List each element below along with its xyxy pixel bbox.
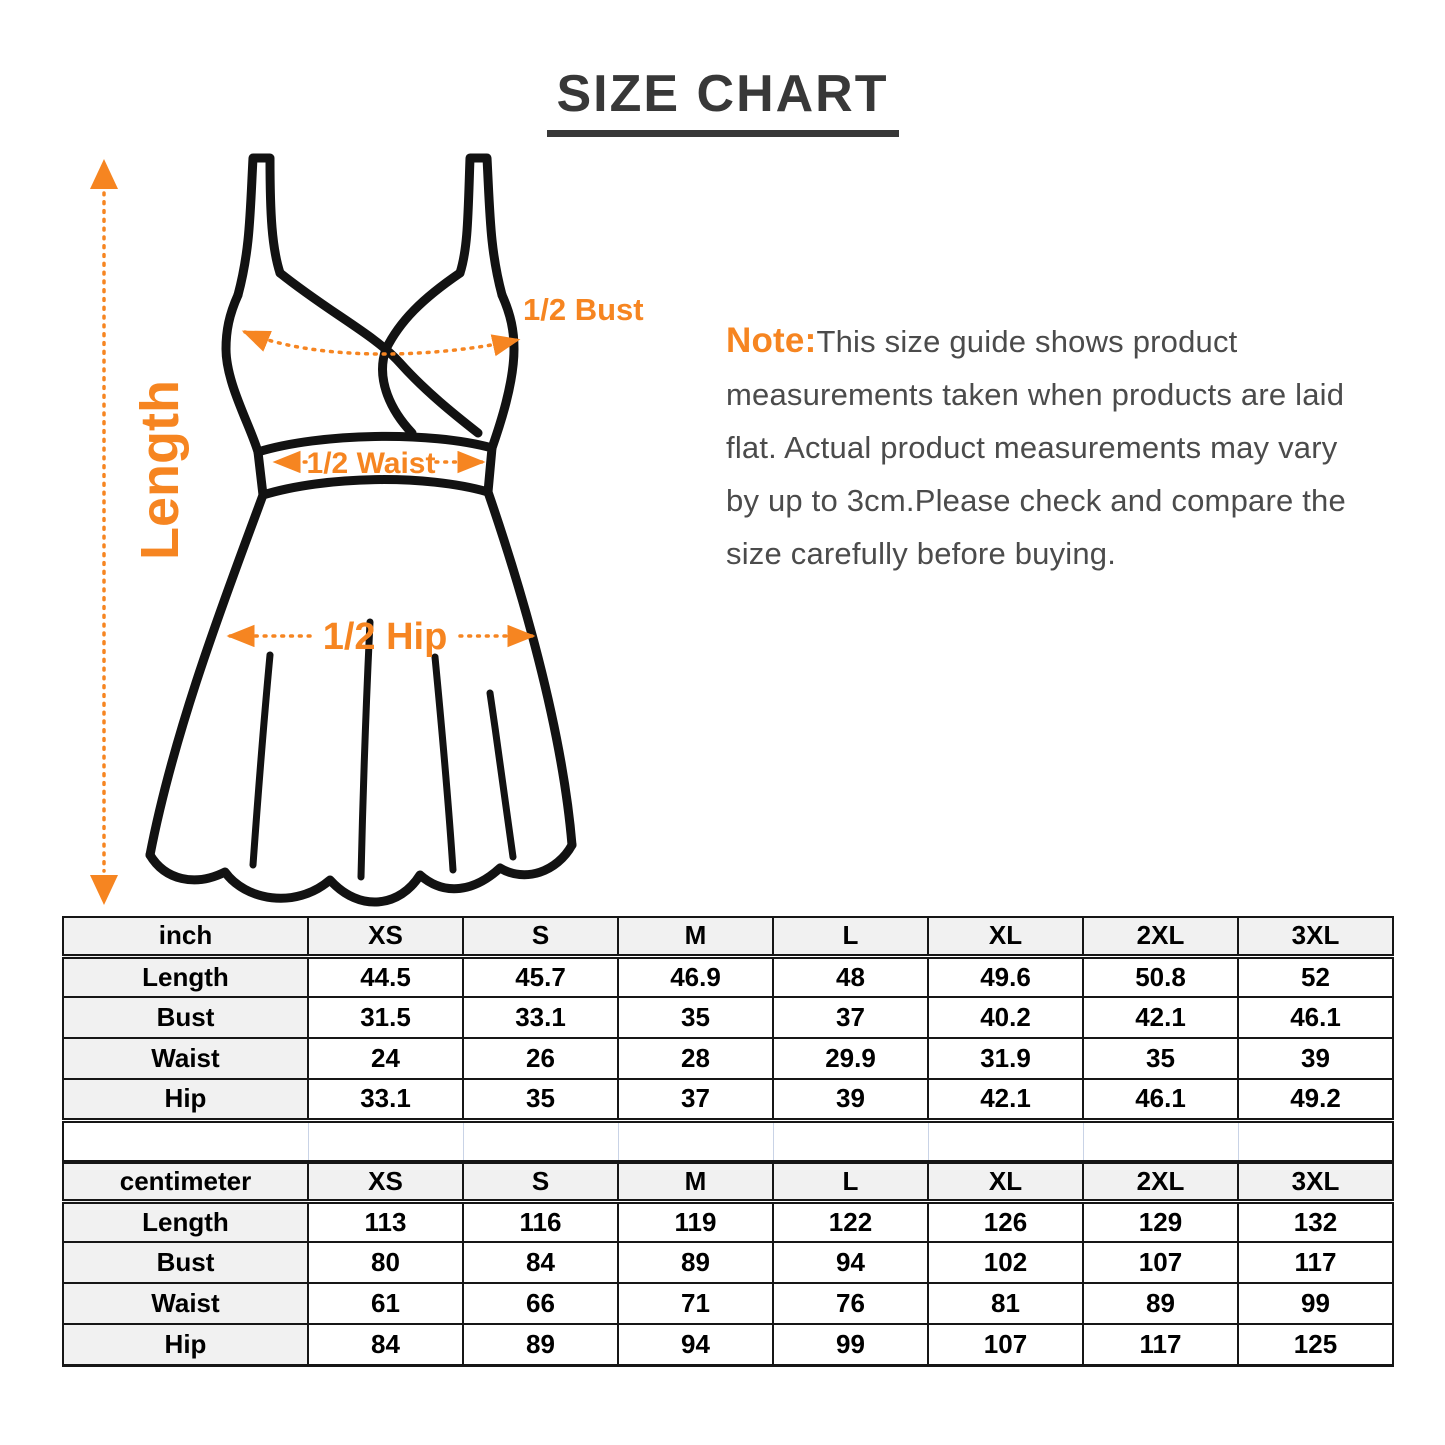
waist-arrow <box>276 447 482 480</box>
size-table <box>62 916 1394 1367</box>
value-cell: 125 <box>1238 1324 1393 1365</box>
table-row <box>63 997 1393 1038</box>
value-cell: 89 <box>463 1324 618 1365</box>
value-cell: 52 <box>1238 956 1393 997</box>
value-cell: 31.9 <box>928 1038 1083 1079</box>
value-cell: 117 <box>1238 1242 1393 1283</box>
value-cell: 89 <box>618 1242 773 1283</box>
table-row <box>63 1283 1393 1324</box>
value-cell: 84 <box>308 1324 463 1365</box>
size-header: 2XL <box>1083 1162 1238 1201</box>
right-strap <box>460 158 502 295</box>
pleat-line <box>361 622 370 877</box>
size-header: S <box>463 1162 618 1201</box>
size-header: XL <box>928 1162 1083 1201</box>
value-cell: 46.1 <box>1083 1079 1238 1120</box>
value-cell: 94 <box>773 1242 928 1283</box>
value-cell: 107 <box>1083 1242 1238 1283</box>
page-title: SIZE CHART <box>547 66 899 137</box>
value-cell: 119 <box>618 1201 773 1242</box>
value-cell: 50.8 <box>1083 956 1238 997</box>
unit-cell: inch <box>63 917 308 956</box>
centimeter-header-row <box>63 1162 1393 1201</box>
spacer-row <box>63 1120 1393 1162</box>
row-label: Waist <box>63 1283 308 1324</box>
table-row <box>63 1079 1393 1120</box>
hip-arrow <box>230 616 532 658</box>
value-cell: 76 <box>773 1283 928 1324</box>
table-row <box>63 1324 1393 1365</box>
value-cell: 94 <box>618 1324 773 1365</box>
value-cell: 107 <box>928 1324 1083 1365</box>
note-text <box>726 314 1366 580</box>
value-cell: 31.5 <box>308 997 463 1038</box>
inch-header-row <box>63 917 1393 956</box>
value-cell: 81 <box>928 1283 1083 1324</box>
value-cell: 44.5 <box>308 956 463 997</box>
value-cell: 84 <box>463 1242 618 1283</box>
value-cell: 122 <box>773 1201 928 1242</box>
value-cell: 28 <box>618 1038 773 1079</box>
note-label: Note: <box>726 321 817 360</box>
row-label: Hip <box>63 1079 308 1120</box>
bust-arrow <box>245 292 644 354</box>
table-row <box>63 956 1393 997</box>
size-header: 3XL <box>1238 917 1393 956</box>
value-cell: 71 <box>618 1283 773 1324</box>
note-body: This size guide shows product measurements taken when products are laid flat. Actual product measurements may vary by up to 3cm.Please check and compare the size carefully before buying. <box>726 324 1346 571</box>
value-cell: 66 <box>463 1283 618 1324</box>
left-side-seam <box>226 295 258 452</box>
left-strap <box>238 158 280 295</box>
row-label: Length <box>63 956 308 997</box>
left-neckline <box>280 273 478 433</box>
row-label: Waist <box>63 1038 308 1079</box>
value-cell: 126 <box>928 1201 1083 1242</box>
size-header: XL <box>928 917 1083 956</box>
dress-outline <box>150 158 572 902</box>
length-arrow-down-icon <box>90 875 118 905</box>
value-cell: 35 <box>1083 1038 1238 1079</box>
value-cell: 46.1 <box>1238 997 1393 1038</box>
right-side-seam <box>492 295 514 448</box>
waist-label: 1/2 Waist <box>306 447 436 480</box>
value-cell: 116 <box>463 1201 618 1242</box>
row-label: Length <box>63 1201 308 1242</box>
row-label: Bust <box>63 997 308 1038</box>
value-cell: 35 <box>618 997 773 1038</box>
bust-label: 1/2 Bust <box>523 292 644 327</box>
value-cell: 49.6 <box>928 956 1083 997</box>
value-cell: 132 <box>1238 1201 1393 1242</box>
value-cell: 117 <box>1083 1324 1238 1365</box>
length-arrow <box>90 159 190 905</box>
value-cell: 45.7 <box>463 956 618 997</box>
row-label: Hip <box>63 1324 308 1365</box>
value-cell: 24 <box>308 1038 463 1079</box>
value-cell: 99 <box>1238 1283 1393 1324</box>
size-header: 2XL <box>1083 917 1238 956</box>
dress-measurement-diagram <box>70 135 690 925</box>
value-cell: 26 <box>463 1038 618 1079</box>
value-cell: 80 <box>308 1242 463 1283</box>
value-cell: 37 <box>773 997 928 1038</box>
size-header: M <box>618 917 773 956</box>
size-header: 3XL <box>1238 1162 1393 1201</box>
value-cell: 39 <box>773 1079 928 1120</box>
unit-cell: centimeter <box>63 1162 308 1201</box>
size-header: L <box>773 1162 928 1201</box>
table-row <box>63 1242 1393 1283</box>
value-cell: 49.2 <box>1238 1079 1393 1120</box>
value-cell: 40.2 <box>928 997 1083 1038</box>
length-label: Length <box>130 380 190 560</box>
value-cell: 113 <box>308 1201 463 1242</box>
size-header: S <box>463 917 618 956</box>
size-header: XS <box>308 1162 463 1201</box>
length-arrow-up-icon <box>90 159 118 189</box>
value-cell: 37 <box>618 1079 773 1120</box>
value-cell: 33.1 <box>308 1079 463 1120</box>
table-row <box>63 1038 1393 1079</box>
value-cell: 29.9 <box>773 1038 928 1079</box>
pleat-line <box>253 655 270 865</box>
value-cell: 61 <box>308 1283 463 1324</box>
value-cell: 39 <box>1238 1038 1393 1079</box>
pleat-line <box>435 657 453 870</box>
value-cell: 99 <box>773 1324 928 1365</box>
size-header: L <box>773 917 928 956</box>
value-cell: 42.1 <box>928 1079 1083 1120</box>
value-cell: 35 <box>463 1079 618 1120</box>
size-header: M <box>618 1162 773 1201</box>
value-cell: 42.1 <box>1083 997 1238 1038</box>
value-cell: 129 <box>1083 1201 1238 1242</box>
value-cell: 102 <box>928 1242 1083 1283</box>
hip-label: 1/2 Hip <box>322 616 448 658</box>
pleat-line <box>490 693 513 857</box>
size-header: XS <box>308 917 463 956</box>
value-cell: 33.1 <box>463 997 618 1038</box>
title-row <box>0 66 1445 137</box>
value-cell: 48 <box>773 956 928 997</box>
row-label: Bust <box>63 1242 308 1283</box>
value-cell: 46.9 <box>618 956 773 997</box>
table-row <box>63 1201 1393 1242</box>
value-cell: 89 <box>1083 1283 1238 1324</box>
